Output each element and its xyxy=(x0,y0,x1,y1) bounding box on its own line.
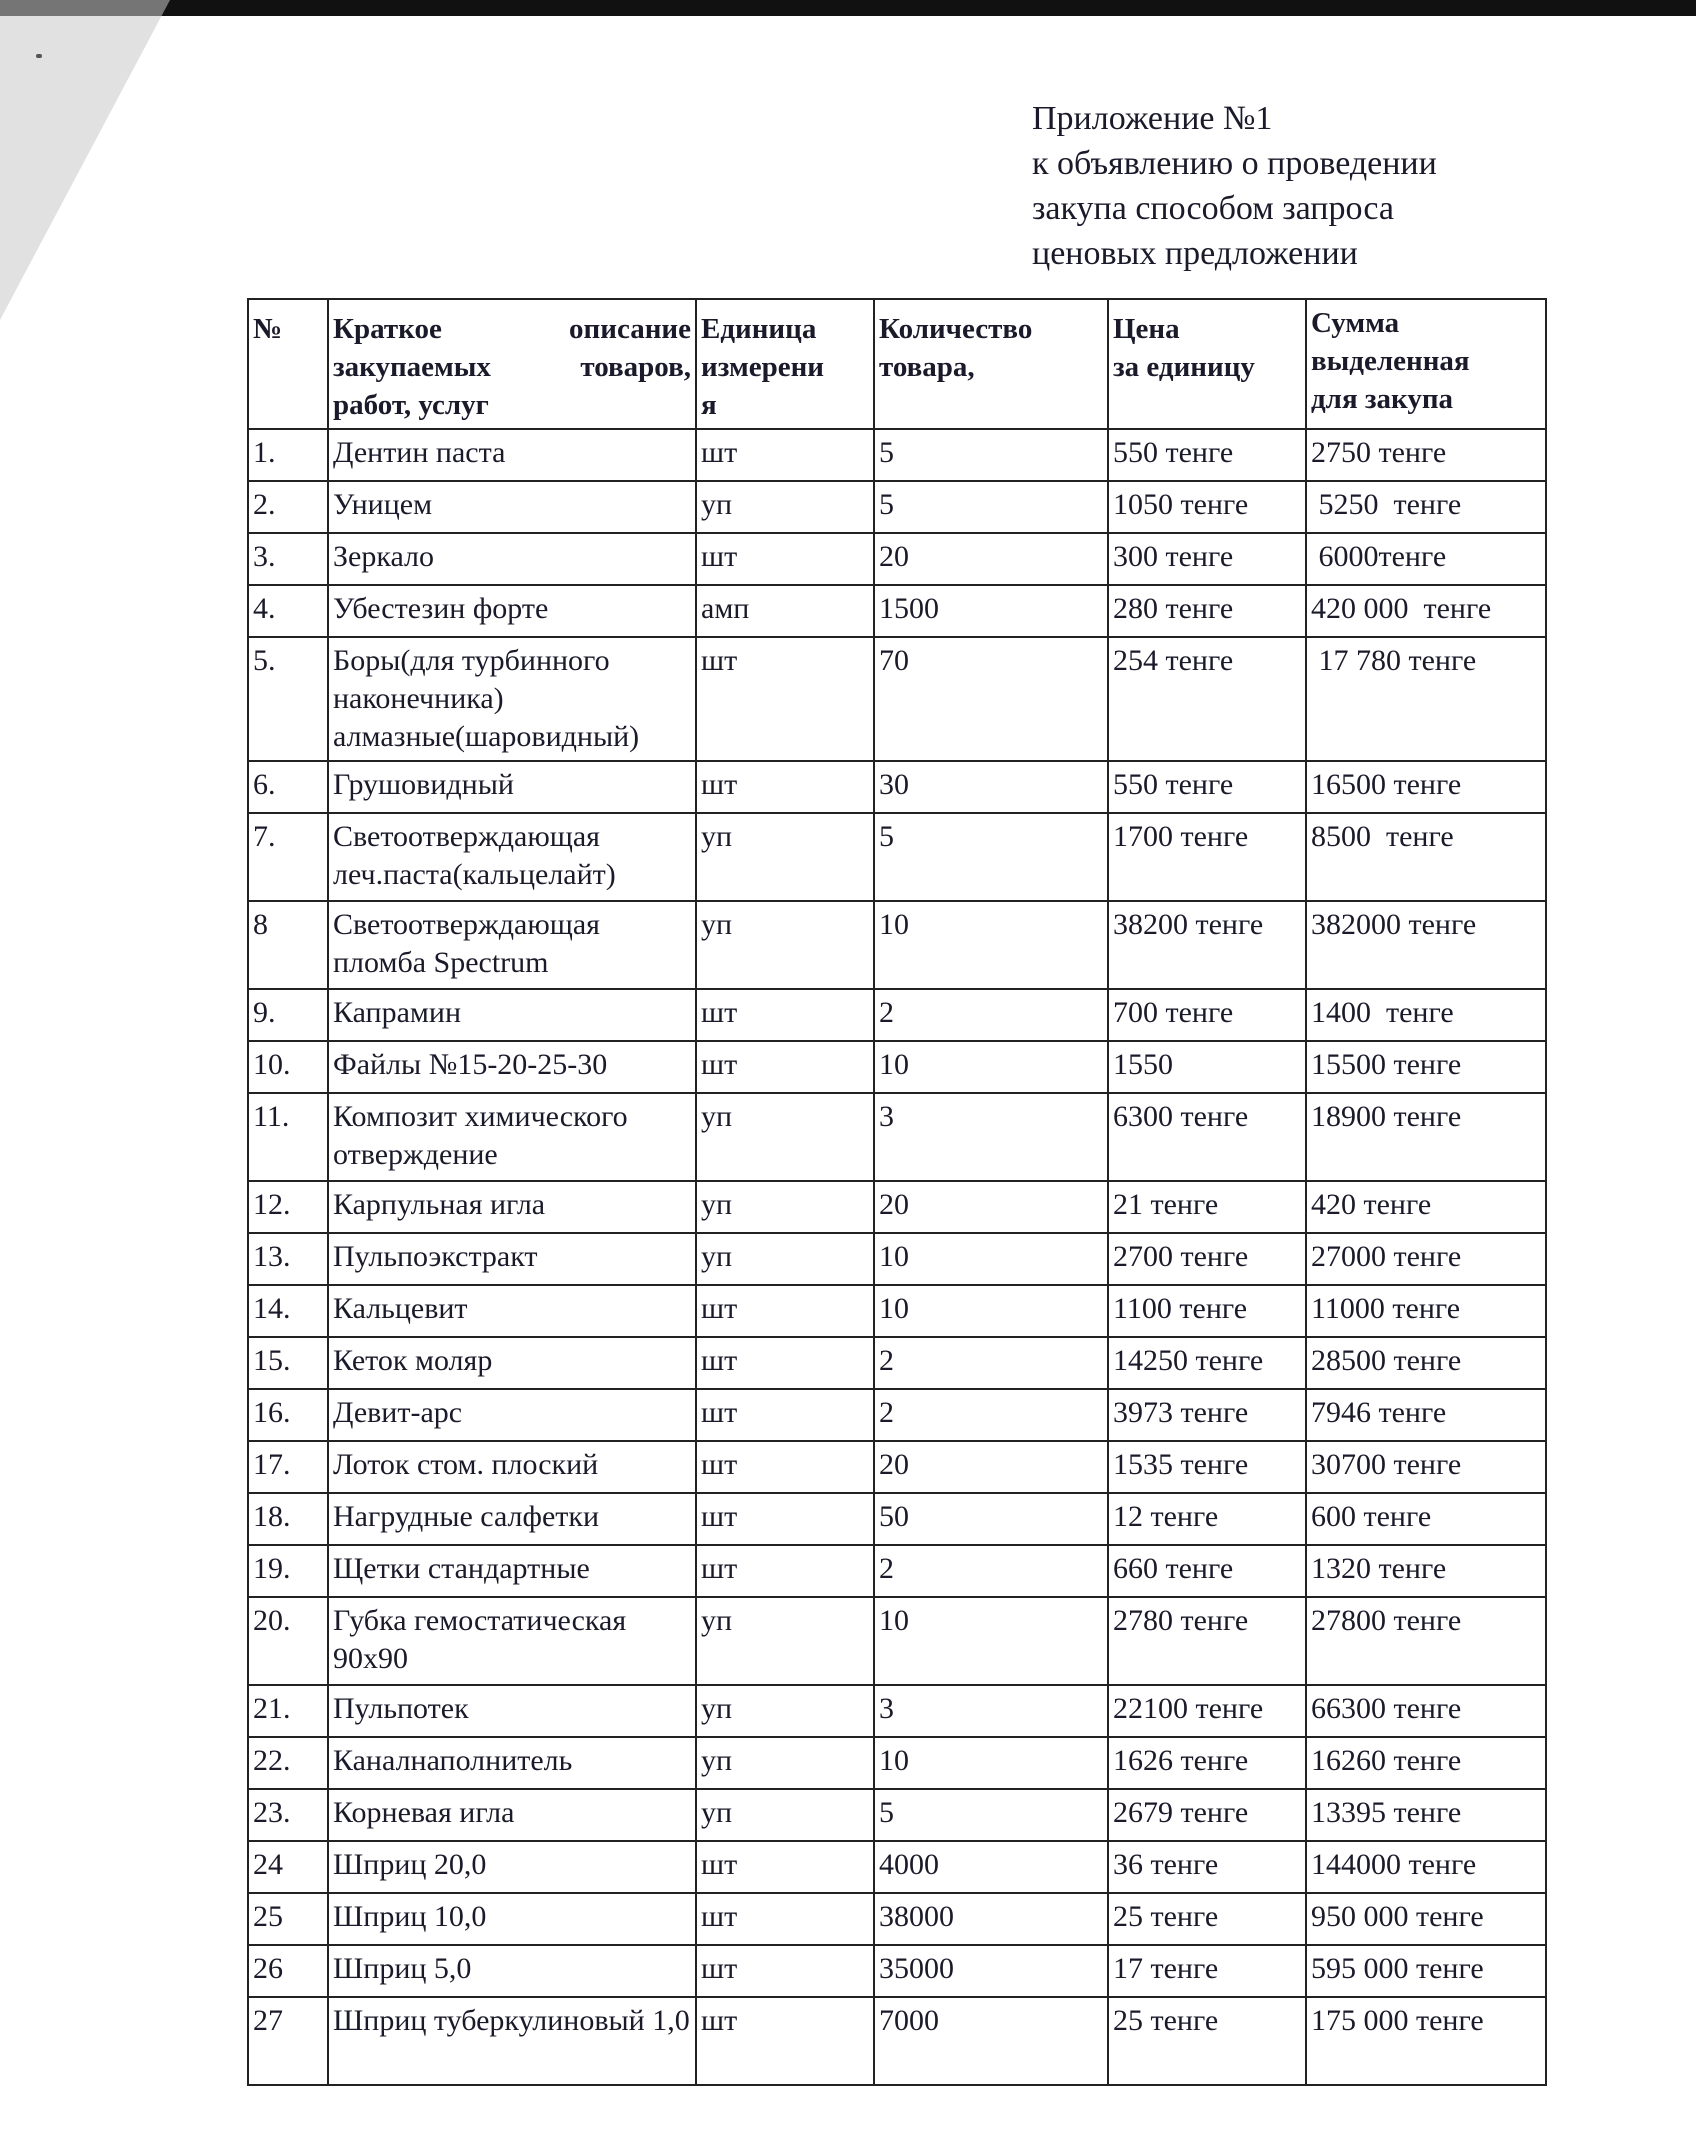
row-item-name: Шприц 10,0 xyxy=(328,1893,696,1945)
row-quantity: 30 xyxy=(874,761,1108,813)
row-unit: шт xyxy=(696,1337,874,1389)
row-quantity: 5 xyxy=(874,813,1108,901)
row-number: 10. xyxy=(248,1041,328,1093)
row-number: 27 xyxy=(248,1997,328,2085)
row-sum: 144000 тенге xyxy=(1306,1841,1546,1893)
row-number: 7. xyxy=(248,813,328,901)
scan-fold-corner xyxy=(0,0,170,320)
table-row xyxy=(248,1233,1546,1285)
row-sum: 27800 тенге xyxy=(1306,1597,1546,1685)
row-price: 2679 тенге xyxy=(1108,1789,1306,1841)
row-unit: уп xyxy=(696,1181,874,1233)
row-sum: 18900 тенге xyxy=(1306,1093,1546,1181)
table-row xyxy=(248,1737,1546,1789)
table-row xyxy=(248,1545,1546,1597)
row-quantity: 5 xyxy=(874,1789,1108,1841)
row-quantity: 10 xyxy=(874,1041,1108,1093)
row-number: 9. xyxy=(248,989,328,1041)
row-unit: шт xyxy=(696,989,874,1041)
row-sum: 27000 тенге xyxy=(1306,1233,1546,1285)
scan-speck xyxy=(36,54,42,58)
header-sum-line-2: выделенная xyxy=(1311,345,1470,377)
row-item-name: Девит-арс xyxy=(328,1389,696,1441)
row-unit: уп xyxy=(696,1233,874,1285)
row-unit: шт xyxy=(696,1945,874,1997)
row-quantity: 2 xyxy=(874,1545,1108,1597)
row-sum: 595 000 тенге xyxy=(1306,1945,1546,1997)
appendix-line-4: ценовых предложении xyxy=(1032,235,1358,272)
row-item-name: Капрамин xyxy=(328,989,696,1041)
row-unit: шт xyxy=(696,1389,874,1441)
table-row xyxy=(248,1597,1546,1685)
row-quantity: 20 xyxy=(874,1441,1108,1493)
row-item-name: Убестезин форте xyxy=(328,585,696,637)
row-unit: шт xyxy=(696,1041,874,1093)
row-number: 11. xyxy=(248,1093,328,1181)
table-row xyxy=(248,481,1546,533)
table-header-row xyxy=(248,299,1546,429)
row-price: 300 тенге xyxy=(1108,533,1306,585)
row-price: 14250 тенге xyxy=(1108,1337,1306,1389)
row-number: 2. xyxy=(248,481,328,533)
row-unit: шт xyxy=(696,429,874,481)
row-price: 38200 тенге xyxy=(1108,901,1306,989)
row-unit: уп xyxy=(696,1789,874,1841)
row-number: 26 xyxy=(248,1945,328,1997)
table-row xyxy=(248,1389,1546,1441)
row-item-name: Кеток моляр xyxy=(328,1337,696,1389)
table-row xyxy=(248,989,1546,1041)
row-number: 24 xyxy=(248,1841,328,1893)
row-price: 1050 тенге xyxy=(1108,481,1306,533)
row-item-name: Композит химического отверждение xyxy=(328,1093,696,1181)
table-row xyxy=(248,1441,1546,1493)
table-row xyxy=(248,1841,1546,1893)
row-unit: шт xyxy=(696,1893,874,1945)
row-price: 36 тенге xyxy=(1108,1841,1306,1893)
row-number: 19. xyxy=(248,1545,328,1597)
row-unit: уп xyxy=(696,813,874,901)
row-item-name: Пульпотек xyxy=(328,1685,696,1737)
row-item-name: Грушовидный xyxy=(328,761,696,813)
row-price: 1700 тенге xyxy=(1108,813,1306,901)
header-unit-line-3: я xyxy=(701,389,717,421)
table-row xyxy=(248,1285,1546,1337)
table-row xyxy=(248,1493,1546,1545)
row-sum: 30700 тенге xyxy=(1306,1441,1546,1493)
row-number: 22. xyxy=(248,1737,328,1789)
header-sum xyxy=(1306,299,1546,429)
row-quantity: 50 xyxy=(874,1493,1108,1545)
row-number: 12. xyxy=(248,1181,328,1233)
row-number: 25 xyxy=(248,1893,328,1945)
row-price: 280 тенге xyxy=(1108,585,1306,637)
table-row xyxy=(248,1181,1546,1233)
row-item-name: Дентин паста xyxy=(328,429,696,481)
row-sum: 15500 тенге xyxy=(1306,1041,1546,1093)
row-item-name: Светоотверждающая леч.паста(кальцелайт) xyxy=(328,813,696,901)
row-unit: шт xyxy=(696,1545,874,1597)
row-quantity: 10 xyxy=(874,901,1108,989)
row-sum: 16500 тенге xyxy=(1306,761,1546,813)
row-quantity: 2 xyxy=(874,1389,1108,1441)
row-price: 1550 xyxy=(1108,1041,1306,1093)
row-sum: 1320 тенге xyxy=(1306,1545,1546,1597)
header-price xyxy=(1108,299,1306,429)
header-price-line-2: за единицу xyxy=(1113,351,1255,383)
table-body xyxy=(248,429,1546,2085)
row-item-name: Губка гемостатическая 90х90 xyxy=(328,1597,696,1685)
row-quantity: 7000 xyxy=(874,1997,1108,2085)
row-number: 3. xyxy=(248,533,328,585)
table-row xyxy=(248,813,1546,901)
header-description-line-2: закупаемых товаров, xyxy=(333,351,691,383)
row-price: 700 тенге xyxy=(1108,989,1306,1041)
row-item-name: Лоток стом. плоский xyxy=(328,1441,696,1493)
header-unit xyxy=(696,299,874,429)
row-price: 1626 тенге xyxy=(1108,1737,1306,1789)
row-price: 550 тенге xyxy=(1108,429,1306,481)
header-description-line-3: работ, услуг xyxy=(333,389,489,421)
row-quantity: 2 xyxy=(874,989,1108,1041)
header-description-line-1: Краткое описание xyxy=(333,313,691,345)
row-sum: 420 тенге xyxy=(1306,1181,1546,1233)
row-number: 8 xyxy=(248,901,328,989)
table-row xyxy=(248,761,1546,813)
row-unit: амп xyxy=(696,585,874,637)
row-item-name: Светоотверждающая пломба Spectrum xyxy=(328,901,696,989)
row-sum: 13395 тенге xyxy=(1306,1789,1546,1841)
row-price: 25 тенге xyxy=(1108,1893,1306,1945)
row-number: 14. xyxy=(248,1285,328,1337)
row-price: 6300 тенге xyxy=(1108,1093,1306,1181)
row-price: 660 тенге xyxy=(1108,1545,1306,1597)
row-price: 22100 тенге xyxy=(1108,1685,1306,1737)
row-sum: 11000 тенге xyxy=(1306,1285,1546,1337)
row-quantity: 20 xyxy=(874,1181,1108,1233)
row-item-name: Шприц 5,0 xyxy=(328,1945,696,1997)
row-unit: шт xyxy=(696,1441,874,1493)
row-price: 12 тенге xyxy=(1108,1493,1306,1545)
row-unit: шт xyxy=(696,1997,874,2085)
row-unit: шт xyxy=(696,1841,874,1893)
row-item-name: Нагрудные салфетки xyxy=(328,1493,696,1545)
table-row xyxy=(248,901,1546,989)
appendix-line-1: Приложение №1 xyxy=(1032,100,1273,137)
row-quantity: 20 xyxy=(874,533,1108,585)
procurement-table xyxy=(247,298,1547,2086)
header-unit-line-2: измерени xyxy=(701,351,824,383)
table-row xyxy=(248,637,1546,761)
row-price: 25 тенге xyxy=(1108,1997,1306,2085)
table-row xyxy=(248,1337,1546,1389)
row-item-name: Файлы №15-20-25-30 xyxy=(328,1041,696,1093)
row-price: 21 тенге xyxy=(1108,1181,1306,1233)
row-quantity: 3 xyxy=(874,1685,1108,1737)
row-number: 15. xyxy=(248,1337,328,1389)
row-price: 3973 тенге xyxy=(1108,1389,1306,1441)
table-row xyxy=(248,1893,1546,1945)
row-price: 1100 тенге xyxy=(1108,1285,1306,1337)
row-item-name: Корневая игла xyxy=(328,1789,696,1841)
row-price: 17 тенге xyxy=(1108,1945,1306,1997)
appendix-line-3: закупа способом запроса xyxy=(1032,190,1394,227)
row-sum: 382000 тенге xyxy=(1306,901,1546,989)
header-sum-line-1: Сумма xyxy=(1311,307,1400,339)
row-sum: 950 000 тенге xyxy=(1306,1893,1546,1945)
table-row xyxy=(248,533,1546,585)
table-row xyxy=(248,1685,1546,1737)
row-item-name: Щетки стандартные xyxy=(328,1545,696,1597)
row-quantity: 2 xyxy=(874,1337,1108,1389)
row-item-name: Зеркало xyxy=(328,533,696,585)
row-sum: 6000тенге xyxy=(1306,533,1546,585)
header-number: № xyxy=(248,299,328,429)
table-row xyxy=(248,1789,1546,1841)
row-sum: 8500 тенге xyxy=(1306,813,1546,901)
row-number: 13. xyxy=(248,1233,328,1285)
header-description xyxy=(328,299,696,429)
row-quantity: 1500 xyxy=(874,585,1108,637)
row-sum: 2750 тенге xyxy=(1306,429,1546,481)
row-number: 21. xyxy=(248,1685,328,1737)
row-quantity: 3 xyxy=(874,1093,1108,1181)
table-row xyxy=(248,429,1546,481)
row-sum: 66300 тенге xyxy=(1306,1685,1546,1737)
row-item-name: Шприц туберкулиновый 1,0 xyxy=(328,1997,696,2085)
row-unit: уп xyxy=(696,901,874,989)
row-number: 23. xyxy=(248,1789,328,1841)
row-item-name: Каналнаполнитель xyxy=(328,1737,696,1789)
row-item-name: Кальцевит xyxy=(328,1285,696,1337)
row-quantity: 10 xyxy=(874,1285,1108,1337)
row-unit: шт xyxy=(696,533,874,585)
row-price: 2780 тенге xyxy=(1108,1597,1306,1685)
row-sum: 17 780 тенге xyxy=(1306,637,1546,761)
row-unit: шт xyxy=(696,1493,874,1545)
header-unit-line-1: Единица xyxy=(701,313,817,345)
row-quantity: 10 xyxy=(874,1233,1108,1285)
table-row xyxy=(248,1041,1546,1093)
row-number: 18. xyxy=(248,1493,328,1545)
table-row xyxy=(248,585,1546,637)
appendix-heading xyxy=(1032,96,1592,276)
scan-edge-top xyxy=(0,0,1696,16)
row-sum: 16260 тенге xyxy=(1306,1737,1546,1789)
row-number: 4. xyxy=(248,585,328,637)
row-quantity: 4000 xyxy=(874,1841,1108,1893)
row-quantity: 10 xyxy=(874,1597,1108,1685)
row-number: 1. xyxy=(248,429,328,481)
header-quantity: Количество товара, xyxy=(874,299,1108,429)
row-price: 550 тенге xyxy=(1108,761,1306,813)
row-sum: 175 000 тенге xyxy=(1306,1997,1546,2085)
header-price-line-1: Цена xyxy=(1113,313,1180,345)
row-unit: уп xyxy=(696,1597,874,1685)
row-sum: 600 тенге xyxy=(1306,1493,1546,1545)
table-row xyxy=(248,1093,1546,1181)
row-number: 6. xyxy=(248,761,328,813)
row-unit: уп xyxy=(696,1093,874,1181)
row-number: 20. xyxy=(248,1597,328,1685)
row-unit: шт xyxy=(696,1285,874,1337)
header-sum-line-3: для закупа xyxy=(1311,383,1454,415)
row-unit: шт xyxy=(696,761,874,813)
row-quantity: 38000 xyxy=(874,1893,1108,1945)
row-quantity: 5 xyxy=(874,481,1108,533)
row-sum: 1400 тенге xyxy=(1306,989,1546,1041)
table-row xyxy=(248,1945,1546,1997)
row-number: 16. xyxy=(248,1389,328,1441)
row-item-name: Пульпоэкстракт xyxy=(328,1233,696,1285)
row-item-name: Шприц 20,0 xyxy=(328,1841,696,1893)
row-quantity: 35000 xyxy=(874,1945,1108,1997)
row-unit: уп xyxy=(696,1685,874,1737)
row-sum: 7946 тенге xyxy=(1306,1389,1546,1441)
row-unit: уп xyxy=(696,481,874,533)
appendix-line-2: к объявлению о проведении xyxy=(1032,145,1437,182)
row-item-name: Уницем xyxy=(328,481,696,533)
row-quantity: 10 xyxy=(874,1737,1108,1789)
row-item-name: Боры(для турбинного наконечника) алмазные(шаровидный) xyxy=(328,637,696,761)
row-price: 2700 тенге xyxy=(1108,1233,1306,1285)
row-sum: 28500 тенге xyxy=(1306,1337,1546,1389)
row-unit: уп xyxy=(696,1737,874,1789)
row-quantity: 5 xyxy=(874,429,1108,481)
row-price: 254 тенге xyxy=(1108,637,1306,761)
row-sum: 5250 тенге xyxy=(1306,481,1546,533)
row-item-name: Карпульная игла xyxy=(328,1181,696,1233)
row-quantity: 70 xyxy=(874,637,1108,761)
row-number: 5. xyxy=(248,637,328,761)
row-unit: шт xyxy=(696,637,874,761)
row-sum: 420 000 тенге xyxy=(1306,585,1546,637)
row-number: 17. xyxy=(248,1441,328,1493)
row-price: 1535 тенге xyxy=(1108,1441,1306,1493)
table-row xyxy=(248,1997,1546,2085)
